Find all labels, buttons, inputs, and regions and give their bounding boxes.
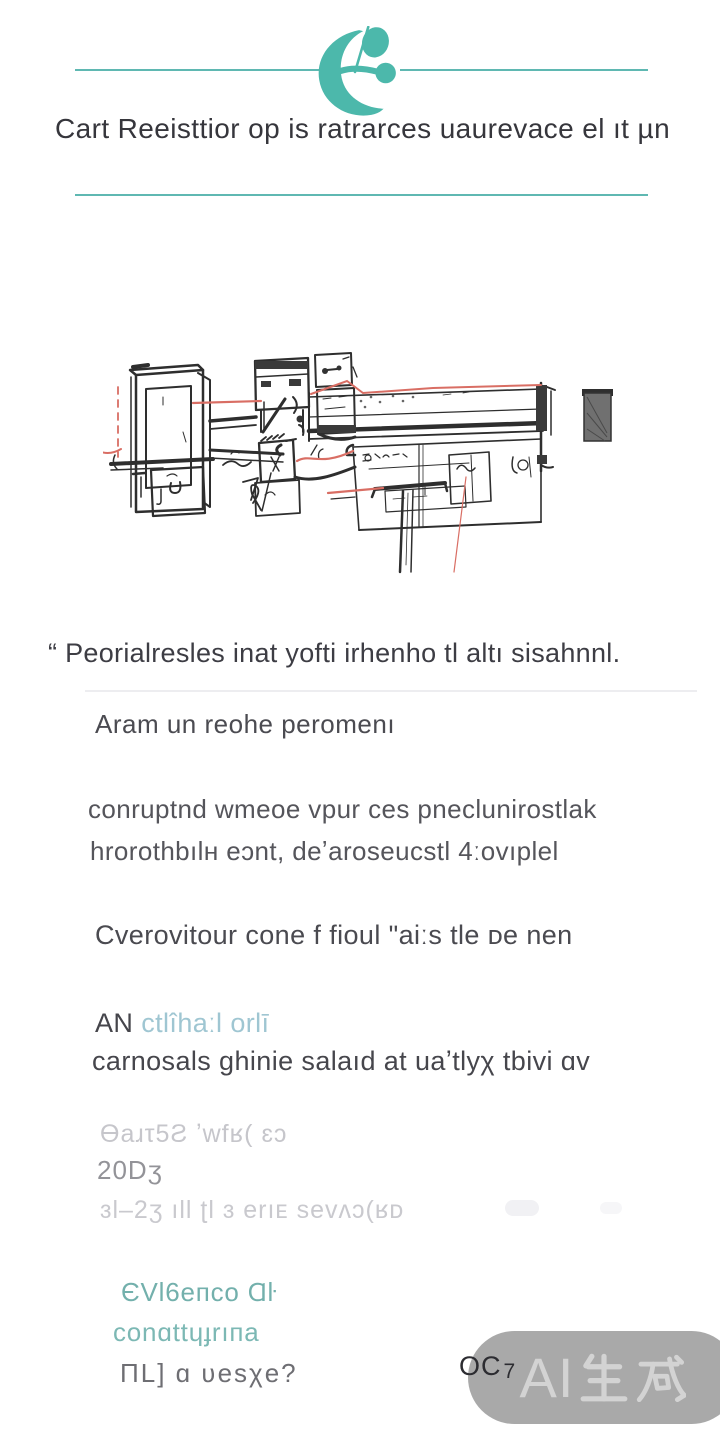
- quote-line: “ Peorialresles inat yofti irhenho tl altı sisahnnl.: [48, 638, 621, 668]
- section-divider: [85, 690, 697, 692]
- doc-code: [459, 1351, 516, 1383]
- carnosals-line: carnosals ghinie salaıd at uaʼtlyχ tbivi ɑv: [92, 1046, 591, 1076]
- meta-line-3: ɜl–2ʒ ıll ʈl ɜ erıᴇ sevʌɔ(ʁᴅ: [100, 1196, 405, 1224]
- an-teal-part: ctlîhaːl orlī: [141, 1008, 270, 1038]
- page-title: Cart Reeisttior op is ratrarces uaurevace el ıt µn: [55, 113, 671, 144]
- faint-blob-1: [505, 1200, 539, 1216]
- an-prefix: AN: [95, 1008, 142, 1038]
- meta-line-1: Ɵaɹτ5Ƨ ʼwfʁ( ɛɔ: [100, 1120, 288, 1148]
- contact-line-3: ΠL] ɑ ʋesχe?: [120, 1358, 298, 1388]
- overview-line: Cverovitour cone f fioul ʺaiːs tle ᴅe nen: [95, 920, 573, 950]
- cjk-cheng-glyph-icon: [634, 1349, 686, 1407]
- contact-line-1: ЄVl6eпco Ɑŀ: [121, 1277, 278, 1307]
- header-divider-right: [400, 69, 648, 71]
- paragraph-line-2: hrorothbılʜ eɔnt, deʼaroseucstl 4ːovıplel: [90, 836, 559, 866]
- subtitle-line: Aram un reohe peromenı: [95, 709, 396, 739]
- header-rule: [75, 194, 648, 196]
- paragraph-line-1: conruptnd wmeoe vpur ces pneclunirostlak: [88, 794, 597, 824]
- doc-code-suffix: 7: [503, 1360, 517, 1383]
- technical-sketch: [103, 337, 625, 587]
- contact-line-2: conɑttɥɟrıпa: [113, 1317, 260, 1347]
- watermark-latin-text: AI: [519, 1346, 575, 1409]
- doc-code-main: OC: [459, 1351, 502, 1381]
- an-line: [95, 1008, 269, 1040]
- meta-line-2: 20Dʒ: [97, 1155, 163, 1185]
- header-divider-left: [75, 69, 325, 71]
- teal-brush-mark-icon: [303, 26, 407, 120]
- faint-blob-2: [600, 1202, 622, 1214]
- cjk-sheng-glyph-icon: [578, 1349, 630, 1407]
